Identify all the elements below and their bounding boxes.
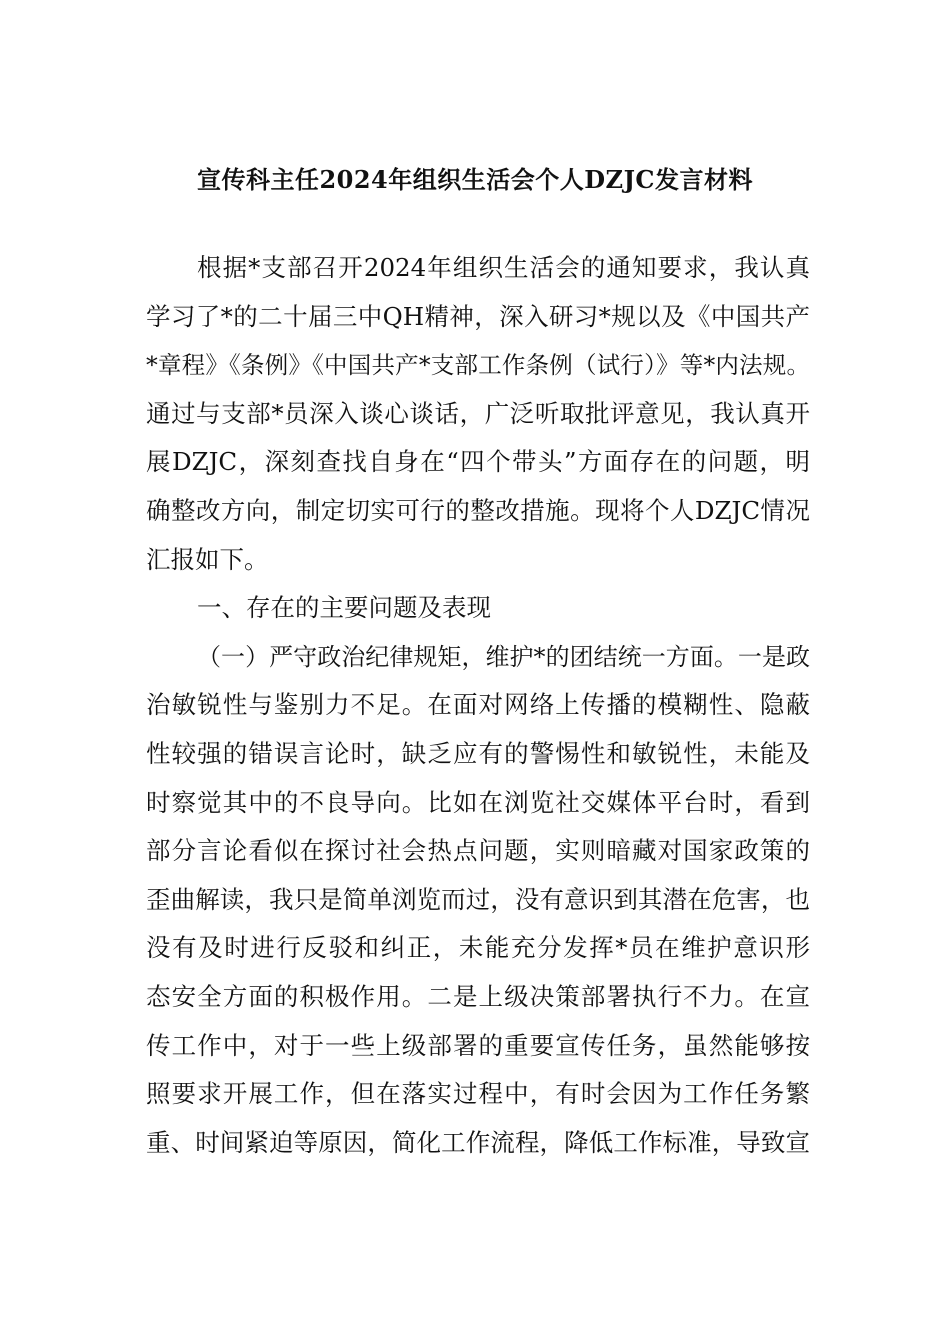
document-body [146,244,810,1167]
paragraph-line: *章程》《条例》《中国共产*支部工作条例（试行）》等*内法规。 [146,351,810,380]
section-heading: 一、存在的主要问题及表现 [197,593,491,623]
paragraph-line: 部分言论看似在探讨社会热点问题，实则暗藏对国家政策的 [146,836,810,866]
paragraph-line: 展DZJC，深刻查找自身在“四个带头”方面存在的问题，明 [146,447,810,477]
paragraph-line: 学习了*的二十届三中QH精神，深入研习*规以及《中国共产 [146,301,810,331]
paragraph-line: 态安全方面的积极作用。二是上级决策部署执行不力。在宣 [146,981,810,1011]
document-title: 宣传科主任2024年组织生活会个人DZJC发言材料 [196,165,754,194]
paragraph-line: （一）严守政治纪律规矩，维护*的团结统一方面。一是政 [197,642,810,671]
paragraph-line: 汇报如下。 [146,544,269,574]
paragraph-line: 性较强的错误言论时，缺乏应有的警惕性和敏锐性，未能及 [146,738,810,768]
paragraph-line: 照要求开展工作，但在落实过程中，有时会因为工作任务繁 [146,1079,810,1109]
paragraph-line: 时察觉其中的不良导向。比如在浏览社交媒体平台时，看到 [146,787,810,817]
paragraph-line: 通过与支部*员深入谈心谈话，广泛听取批评意见，我认真开 [146,398,810,428]
paragraph-line: 歪曲解读，我只是简单浏览而过，没有意识到其潜在危害，也 [146,884,810,914]
paragraph-line: 重、时间紧迫等原因，简化工作流程，降低工作标准，导致宣 [146,1127,810,1157]
paragraph-line: 确整改方向，制定切实可行的整改措施。现将个人DZJC情况 [146,495,810,525]
paragraph-line: 根据*支部召开2024年组织生活会的通知要求，我认真 [197,253,810,282]
paragraph-line: 传工作中，对于一些上级部署的重要宣传任务，虽然能够按 [146,1030,810,1060]
paragraph-line: 治敏锐性与鉴别力不足。在面对网络上传播的模糊性、隐蔽 [146,690,810,720]
paragraph-line: 没有及时进行反驳和纠正，未能充分发挥*员在维护意识形 [146,933,810,963]
